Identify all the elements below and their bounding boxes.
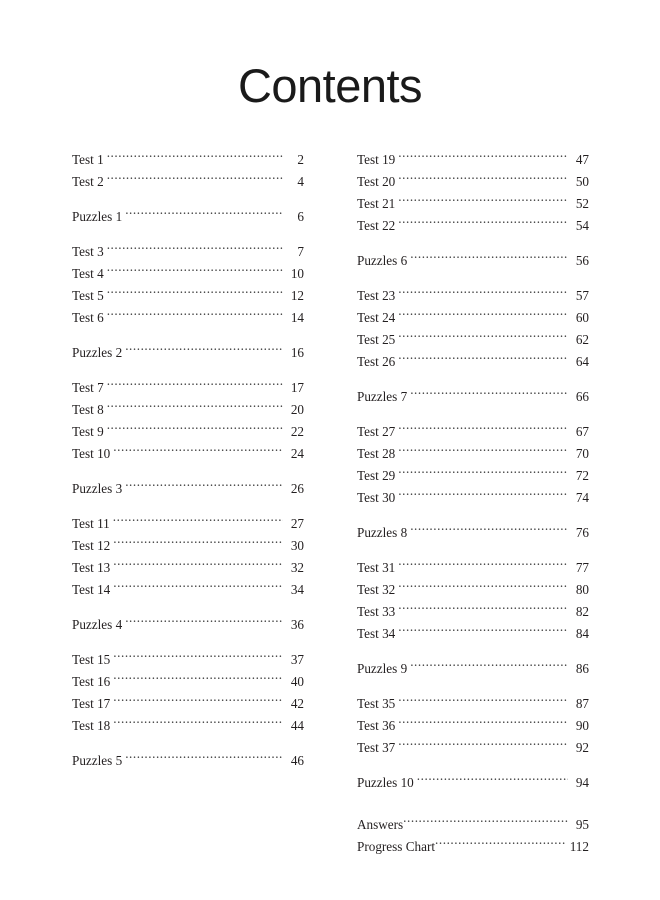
contents-entry[interactable]: [72, 642, 304, 667]
dot-leader: [107, 278, 283, 300]
contents-entry-label: Puzzles 9: [357, 661, 408, 676]
contents-group: [72, 743, 304, 768]
contents-group: [357, 515, 589, 540]
contents-entry[interactable]: [72, 607, 304, 632]
contents-entry[interactable]: [357, 142, 589, 167]
contents-entry-page-number: 72: [575, 468, 589, 483]
contents-entry-label: Test 33: [357, 604, 396, 619]
dot-leader: [410, 515, 568, 537]
contents-entry-label: Test 19: [357, 152, 396, 167]
contents-entry-label: Test 32: [357, 582, 396, 597]
contents-entry-label: Test 25: [357, 332, 396, 347]
contents-entry-label: Test 18: [72, 718, 111, 733]
dot-leader: [398, 300, 568, 322]
dot-leader: [410, 651, 568, 673]
dot-leader: [398, 458, 568, 480]
contents-entry[interactable]: [72, 471, 304, 496]
contents-entry-page-number: 12: [290, 288, 304, 303]
contents-entry-page-number: 20: [290, 402, 304, 417]
contents-entry-page-number: 84: [575, 626, 589, 641]
contents-entry-page-number: 7: [297, 244, 304, 259]
contents-group: [72, 607, 304, 632]
contents-group: [72, 642, 304, 733]
contents-entry-label: Test 26: [357, 354, 396, 369]
contents-entry[interactable]: [72, 300, 304, 325]
contents-entry-label: Test 12: [72, 538, 111, 553]
contents-entry-label: Test 10: [72, 446, 111, 461]
contents-entry-label: Test 27: [357, 424, 396, 439]
contents-entry[interactable]: [357, 379, 589, 404]
contents-group: [357, 765, 589, 790]
contents-entry-label: Puzzles 4: [72, 617, 123, 632]
contents-entry-label: Puzzles 7: [357, 389, 408, 404]
contents-entry-page-number: 22: [290, 424, 304, 439]
contents-entry[interactable]: [357, 765, 589, 790]
dot-leader: [107, 164, 283, 186]
contents-entry-page-number: 87: [575, 696, 589, 711]
contents-entry-page-number: 42: [290, 696, 304, 711]
contents-entry-page-number: 76: [575, 525, 589, 540]
dot-leader: [398, 164, 568, 186]
contents-entry[interactable]: [72, 256, 304, 281]
contents-entry-page-number: 112: [569, 839, 589, 854]
dot-leader: [125, 199, 283, 221]
contents-entry-page-number: 4: [297, 174, 304, 189]
dot-leader: [107, 414, 283, 436]
dot-leader: [398, 208, 568, 230]
contents-right-column: [357, 142, 589, 854]
contents-entry-page-number: 82: [575, 604, 589, 619]
contents-entry-page-number: 37: [290, 652, 304, 667]
dot-leader: [398, 708, 568, 730]
contents-entry-page-number: 56: [575, 253, 589, 268]
dot-leader: [113, 642, 283, 664]
dot-leader: [107, 256, 283, 278]
contents-entry[interactable]: [72, 414, 304, 439]
dot-leader: [125, 607, 283, 629]
contents-entry-label: Test 37: [357, 740, 396, 755]
contents-group: [72, 506, 304, 597]
contents-entry-page-number: 66: [575, 389, 589, 404]
contents-group: [72, 142, 304, 189]
dot-leader: [107, 370, 283, 392]
contents-entry-label: Test 1: [72, 152, 104, 167]
contents-entry-page-number: 70: [575, 446, 589, 461]
contents-entry-page-number: 80: [575, 582, 589, 597]
dot-leader: [113, 686, 283, 708]
dot-leader: [398, 686, 568, 708]
contents-group: [72, 335, 304, 360]
contents-entry-label: Test 13: [72, 560, 111, 575]
contents-entry-page-number: 60: [575, 310, 589, 325]
contents-entry-label: Answers: [357, 817, 404, 832]
dot-leader: [435, 829, 566, 851]
contents-entry-page-number: 62: [575, 332, 589, 347]
contents-group: [357, 414, 589, 505]
contents-entry-label: Test 28: [357, 446, 396, 461]
contents-entry-label: Puzzles 8: [357, 525, 408, 540]
contents-entry-page-number: 10: [290, 266, 304, 281]
contents-entry-label: Test 2: [72, 174, 104, 189]
contents-entry-label: Puzzles 3: [72, 481, 123, 496]
contents-entry-page-number: 14: [290, 310, 304, 325]
contents-entry[interactable]: [72, 743, 304, 768]
contents-entry-page-number: 46: [290, 753, 304, 768]
contents-entry-page-number: 54: [575, 218, 589, 233]
contents-entry[interactable]: [72, 199, 304, 224]
contents-entry[interactable]: [357, 651, 589, 676]
contents-entry-page-number: 47: [575, 152, 589, 167]
dot-leader: [113, 550, 283, 572]
contents-entry[interactable]: [357, 278, 589, 303]
dot-leader: [398, 186, 568, 208]
dot-leader: [113, 572, 283, 594]
contents-entry-page-number: 2: [297, 152, 304, 167]
contents-entry-label: Test 31: [357, 560, 396, 575]
contents-entry-page-number: 16: [290, 345, 304, 360]
contents-entry-label: Test 22: [357, 218, 396, 233]
contents-entry-page-number: 17: [290, 380, 304, 395]
contents-entry[interactable]: [357, 515, 589, 540]
contents-entry-page-number: 6: [297, 209, 304, 224]
dot-leader: [125, 471, 283, 493]
contents-entry-page-number: 52: [575, 196, 589, 211]
contents-entry-label: Puzzles 10: [357, 775, 414, 790]
contents-entry-label: Test 35: [357, 696, 396, 711]
dot-leader: [398, 278, 568, 300]
dot-leader: [113, 528, 283, 550]
contents-entry[interactable]: [357, 686, 589, 711]
contents-group: [357, 142, 589, 233]
contents-entry-page-number: 36: [290, 617, 304, 632]
contents-entry-page-number: 44: [290, 718, 304, 733]
dot-leader: [417, 765, 568, 787]
contents-entry-label: Test 21: [357, 196, 396, 211]
contents-columns: [0, 142, 660, 854]
dot-leader: [398, 436, 568, 458]
dot-leader: [107, 392, 283, 414]
dot-leader: [125, 743, 283, 765]
dot-leader: [410, 379, 568, 401]
contents-entry-page-number: 27: [290, 516, 304, 531]
contents-entry[interactable]: [72, 335, 304, 360]
dot-leader: [107, 142, 283, 164]
contents-entry-label: Test 4: [72, 266, 104, 281]
contents-entry[interactable]: [72, 278, 304, 303]
contents-entry-label: Test 17: [72, 696, 111, 711]
contents-entry-page-number: 90: [575, 718, 589, 733]
contents-entry-label: Test 3: [72, 244, 104, 259]
page-title: Contents: [237, 59, 423, 112]
dot-leader: [107, 300, 283, 322]
dot-leader: [113, 436, 283, 458]
dot-leader: [113, 506, 283, 528]
contents-group: [72, 199, 304, 224]
contents-entry-label: Test 23: [357, 288, 396, 303]
contents-entry-page-number: 77: [575, 560, 589, 575]
contents-entry-label: Test 6: [72, 310, 104, 325]
contents-entry[interactable]: [357, 243, 589, 268]
dot-leader: [398, 414, 568, 436]
contents-entry[interactable]: [72, 436, 304, 461]
contents-entry-page-number: 64: [575, 354, 589, 369]
contents-entry-label: Test 9: [72, 424, 104, 439]
contents-entry-label: Test 16: [72, 674, 111, 689]
contents-entry-page-number: 24: [290, 446, 304, 461]
contents-entry-label: Test 34: [357, 626, 396, 641]
contents-entry[interactable]: [72, 164, 304, 189]
contents-entry-label: Puzzles 1: [72, 209, 123, 224]
contents-entry-label: Test 29: [357, 468, 396, 483]
contents-entry[interactable]: [357, 807, 589, 832]
contents-entry-page-number: 32: [290, 560, 304, 575]
contents-entry-page-number: 50: [575, 174, 589, 189]
contents-entry-page-number: 92: [575, 740, 589, 755]
dot-leader: [398, 730, 568, 752]
contents-entry-label: Test 30: [357, 490, 396, 505]
dot-leader: [113, 708, 283, 730]
contents-entry-page-number: 34: [290, 582, 304, 597]
contents-entry-page-number: 86: [575, 661, 589, 676]
dot-leader: [398, 344, 568, 366]
contents-entry-page-number: 67: [575, 424, 589, 439]
contents-group: [357, 379, 589, 404]
contents-entry[interactable]: [357, 414, 589, 439]
contents-group: [357, 686, 589, 755]
contents-entry-page-number: 74: [575, 490, 589, 505]
contents-entry[interactable]: [72, 506, 304, 531]
dot-leader: [398, 572, 568, 594]
dot-leader: [398, 550, 568, 572]
contents-entry-label: Test 14: [72, 582, 111, 597]
dot-leader: [113, 664, 283, 686]
contents-group: [357, 807, 589, 854]
contents-group: [357, 651, 589, 676]
contents-entry-page-number: 94: [575, 775, 589, 790]
contents-entry-label: Puzzles 2: [72, 345, 123, 360]
dot-leader: [398, 480, 568, 502]
dot-leader: [398, 142, 568, 164]
contents-entry-label: Puzzles 5: [72, 753, 123, 768]
contents-group: [72, 471, 304, 496]
contents-entry-page-number: 26: [290, 481, 304, 496]
contents-entry-page-number: 30: [290, 538, 304, 553]
contents-entry-label: Puzzles 6: [357, 253, 408, 268]
contents-entry-label: Test 7: [72, 380, 104, 395]
contents-entry-label: Test 36: [357, 718, 396, 733]
contents-group: [357, 243, 589, 268]
contents-entry-label: Test 5: [72, 288, 104, 303]
contents-entry-label: Test 15: [72, 652, 111, 667]
contents-entry-label: Test 11: [72, 516, 110, 531]
contents-entry-label: Test 8: [72, 402, 104, 417]
dot-leader: [410, 243, 568, 265]
contents-left-column: [72, 142, 304, 768]
contents-entry-page-number: 40: [290, 674, 304, 689]
contents-entry-label: Progress Chart: [357, 839, 436, 854]
contents-entry[interactable]: [72, 370, 304, 395]
contents-group: [72, 234, 304, 325]
contents-entry-label: Test 24: [357, 310, 396, 325]
contents-group: [357, 278, 589, 369]
dot-leader: [398, 616, 568, 638]
contents-entry[interactable]: [72, 142, 304, 167]
contents-entry-page-number: 57: [575, 288, 589, 303]
dot-leader: [398, 322, 568, 344]
contents-entry[interactable]: [357, 550, 589, 575]
contents-group: [357, 550, 589, 641]
contents-entry[interactable]: [72, 392, 304, 417]
dot-leader: [398, 594, 568, 616]
dot-leader: [125, 335, 283, 357]
dot-leader: [107, 234, 283, 256]
contents-entry[interactable]: [72, 234, 304, 259]
contents-entry-label: Test 20: [357, 174, 396, 189]
contents-entry-page-number: 95: [575, 817, 589, 832]
contents-group: [72, 370, 304, 461]
dot-leader: [403, 807, 568, 829]
